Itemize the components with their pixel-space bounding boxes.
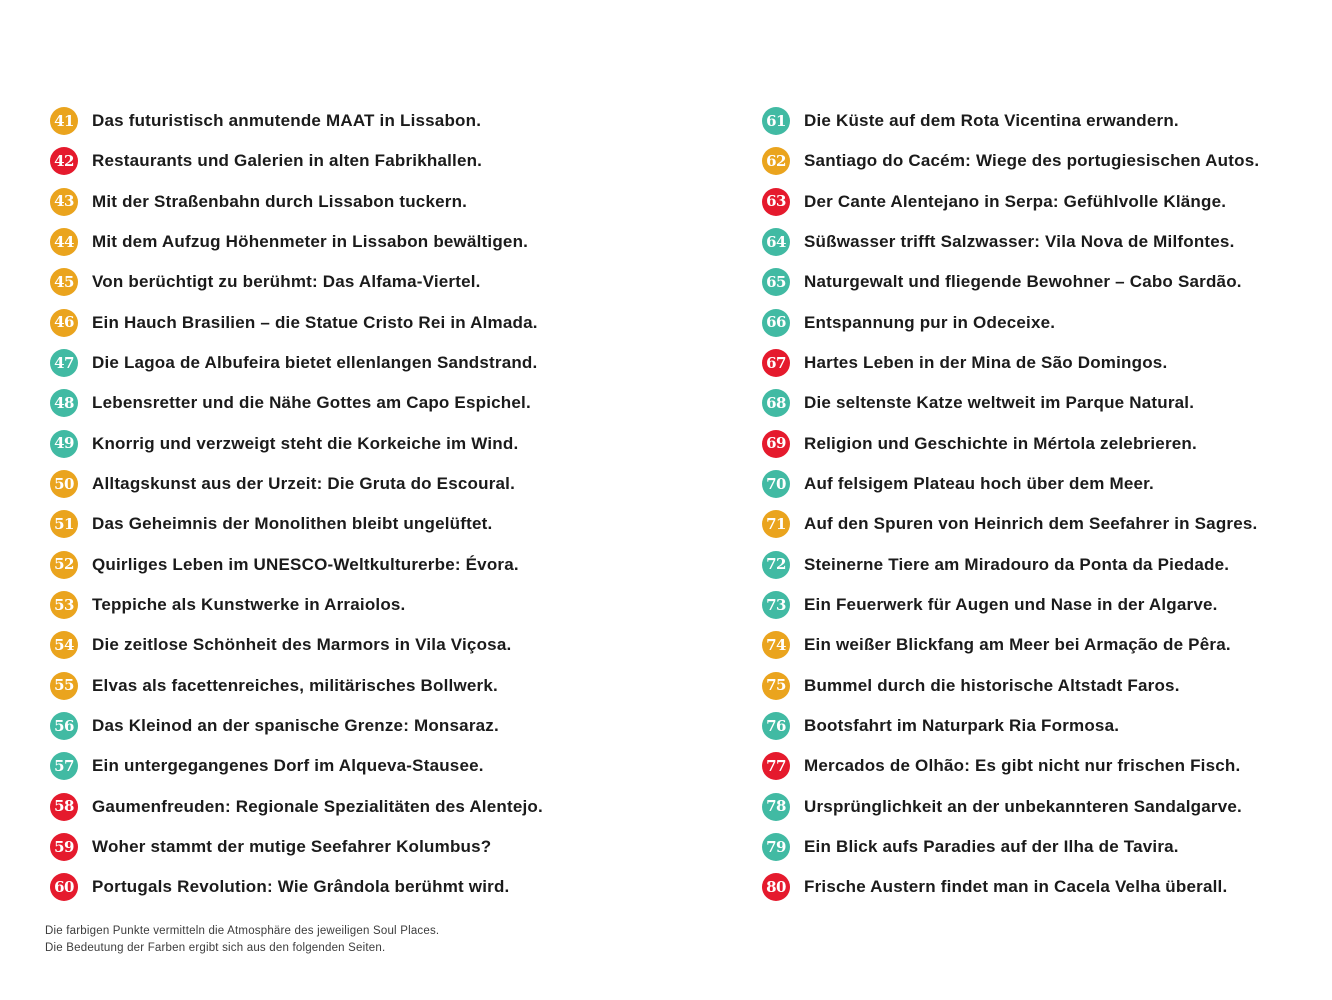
item-number-badge: 46 bbox=[50, 309, 78, 337]
item-label: Süßwasser trifft Salzwasser: Vila Nova de Milfontes. bbox=[804, 232, 1235, 252]
list-item bbox=[762, 262, 1322, 302]
item-label: Auf den Spuren von Heinrich dem Seefahrer in Sagres. bbox=[804, 514, 1258, 534]
item-number-badge: 66 bbox=[762, 309, 790, 337]
item-number-badge: 54 bbox=[50, 631, 78, 659]
list-item bbox=[762, 706, 1322, 746]
list-item bbox=[50, 706, 710, 746]
list-item bbox=[762, 182, 1322, 222]
item-label: Elvas als facettenreiches, militärisches Bollwerk. bbox=[92, 675, 498, 695]
list-item bbox=[762, 424, 1322, 464]
list-item bbox=[50, 787, 710, 827]
item-number-badge: 63 bbox=[762, 188, 790, 216]
item-number-badge: 64 bbox=[762, 228, 790, 256]
item-number-badge: 80 bbox=[762, 873, 790, 901]
item-number-badge: 55 bbox=[50, 672, 78, 700]
list-item bbox=[50, 464, 710, 504]
item-number-badge: 52 bbox=[50, 551, 78, 579]
item-number-badge: 70 bbox=[762, 470, 790, 498]
list-item bbox=[762, 504, 1322, 544]
footnote bbox=[45, 923, 439, 957]
list-item bbox=[50, 504, 710, 544]
list-item bbox=[50, 262, 710, 302]
item-label: Ursprünglichkeit an der unbekannteren Sandalgarve. bbox=[804, 796, 1242, 816]
list-item bbox=[762, 787, 1322, 827]
list-item bbox=[50, 424, 710, 464]
item-label: Mit der Straßenbahn durch Lissabon tuckern. bbox=[92, 191, 468, 211]
item-number-badge: 62 bbox=[762, 147, 790, 175]
item-label: Steinerne Tiere am Miradouro da Ponta da Piedade. bbox=[804, 554, 1230, 574]
list-item bbox=[762, 101, 1322, 141]
list-item bbox=[50, 222, 710, 262]
list-item bbox=[50, 101, 710, 141]
item-label: Santiago do Cacém: Wiege des portugiesischen Autos. bbox=[804, 151, 1260, 171]
item-number-badge: 53 bbox=[50, 591, 78, 619]
item-label: Gaumenfreuden: Regionale Spezialitäten des Alentejo. bbox=[92, 796, 543, 816]
list-item bbox=[50, 545, 710, 585]
item-number-badge: 76 bbox=[762, 712, 790, 740]
item-label: Ein Hauch Brasilien – die Statue Cristo Rei in Almada. bbox=[92, 312, 538, 332]
list-item bbox=[50, 625, 710, 665]
item-number-badge: 75 bbox=[762, 672, 790, 700]
item-label: Die zeitlose Schönheit des Marmors in Vila Viçosa. bbox=[92, 635, 512, 655]
list-item bbox=[762, 867, 1322, 907]
item-number-badge: 78 bbox=[762, 793, 790, 821]
item-number-badge: 72 bbox=[762, 551, 790, 579]
item-label: Woher stammt der mutige Seefahrer Kolumbus? bbox=[92, 837, 492, 857]
list-item bbox=[762, 303, 1322, 343]
item-label: Ein weißer Blickfang am Meer bei Armação de Pêra. bbox=[804, 635, 1231, 655]
item-label: Bummel durch die historische Altstadt Faros. bbox=[804, 675, 1180, 695]
item-number-badge: 77 bbox=[762, 752, 790, 780]
list-item bbox=[50, 746, 710, 786]
item-number-badge: 56 bbox=[50, 712, 78, 740]
item-number-badge: 61 bbox=[762, 107, 790, 135]
item-label: Lebensretter und die Nähe Gottes am Capo Espichel. bbox=[92, 393, 531, 413]
item-number-badge: 59 bbox=[50, 833, 78, 861]
list-item bbox=[762, 666, 1322, 706]
item-number-badge: 57 bbox=[50, 752, 78, 780]
item-number-badge: 51 bbox=[50, 510, 78, 538]
list-item bbox=[762, 222, 1322, 262]
item-label: Hartes Leben in der Mina de São Domingos. bbox=[804, 353, 1168, 373]
item-number-badge: 42 bbox=[50, 147, 78, 175]
item-label: Ein Feuerwerk für Augen und Nase in der Algarve. bbox=[804, 595, 1218, 615]
item-number-badge: 67 bbox=[762, 349, 790, 377]
soul-places-list-right bbox=[762, 101, 1322, 908]
item-label: Das Geheimnis der Monolithen bleibt ungelüftet. bbox=[92, 514, 493, 534]
item-number-badge: 41 bbox=[50, 107, 78, 135]
item-label: Restaurants und Galerien in alten Fabrikhallen. bbox=[92, 151, 483, 171]
item-number-badge: 43 bbox=[50, 188, 78, 216]
item-number-badge: 71 bbox=[762, 510, 790, 538]
list-item bbox=[50, 141, 710, 181]
item-number-badge: 50 bbox=[50, 470, 78, 498]
item-number-badge: 74 bbox=[762, 631, 790, 659]
item-number-badge: 65 bbox=[762, 268, 790, 296]
item-number-badge: 58 bbox=[50, 793, 78, 821]
item-label: Frische Austern findet man in Cacela Velha überall. bbox=[804, 877, 1228, 897]
item-label: Quirliges Leben im UNESCO-Weltkulturerbe: Évora. bbox=[92, 554, 519, 574]
list-item bbox=[50, 182, 710, 222]
footnote-line-1: Die farbigen Punkte vermitteln die Atmosphäre des jeweiligen Soul Places. bbox=[45, 925, 440, 937]
list-item bbox=[50, 867, 710, 907]
item-label: Das Kleinod an der spanische Grenze: Monsaraz. bbox=[92, 716, 499, 736]
item-number-badge: 44 bbox=[50, 228, 78, 256]
item-number-badge: 45 bbox=[50, 268, 78, 296]
item-number-badge: 79 bbox=[762, 833, 790, 861]
item-label: Religion und Geschichte in Mértola zelebrieren. bbox=[804, 433, 1197, 453]
list-item bbox=[50, 383, 710, 423]
list-item bbox=[762, 383, 1322, 423]
item-label: Knorrig und verzweigt steht die Korkeiche im Wind. bbox=[92, 433, 519, 453]
item-number-badge: 48 bbox=[50, 389, 78, 417]
list-item bbox=[762, 141, 1322, 181]
item-label: Naturgewalt und fliegende Bewohner – Cabo Sardão. bbox=[804, 272, 1242, 292]
item-label: Die seltenste Katze weltweit im Parque Natural. bbox=[804, 393, 1195, 413]
item-label: Mit dem Aufzug Höhenmeter in Lissabon bewältigen. bbox=[92, 232, 529, 252]
item-number-badge: 69 bbox=[762, 430, 790, 458]
list-item bbox=[762, 585, 1322, 625]
item-label: Entspannung pur in Odeceixe. bbox=[804, 312, 1056, 332]
list-item bbox=[50, 827, 710, 867]
item-label: Auf felsigem Plateau hoch über dem Meer. bbox=[804, 474, 1154, 494]
item-label: Ein Blick aufs Paradies auf der Ilha de Tavira. bbox=[804, 837, 1179, 857]
list-item bbox=[50, 585, 710, 625]
item-label: Teppiche als Kunstwerke in Arraiolos. bbox=[92, 595, 406, 615]
list-item bbox=[50, 666, 710, 706]
item-label: Ein untergegangenes Dorf im Alqueva-Stausee. bbox=[92, 756, 484, 776]
item-number-badge: 73 bbox=[762, 591, 790, 619]
item-number-badge: 68 bbox=[762, 389, 790, 417]
item-label: Alltagskunst aus der Urzeit: Die Gruta do Escoural. bbox=[92, 474, 516, 494]
item-label: Portugals Revolution: Wie Grândola berühmt wird. bbox=[92, 877, 510, 897]
list-item bbox=[762, 545, 1322, 585]
list-item bbox=[50, 343, 710, 383]
item-label: Die Lagoa de Albufeira bietet ellenlangen Sandstrand. bbox=[92, 353, 538, 373]
list-item bbox=[762, 827, 1322, 867]
item-label: Mercados de Olhão: Es gibt nicht nur frischen Fisch. bbox=[804, 756, 1241, 776]
list-item bbox=[762, 464, 1322, 504]
list-item bbox=[762, 746, 1322, 786]
item-label: Der Cante Alentejano in Serpa: Gefühlvolle Klänge. bbox=[804, 191, 1227, 211]
soul-places-list-left bbox=[50, 101, 710, 908]
item-number-badge: 60 bbox=[50, 873, 78, 901]
item-label: Die Küste auf dem Rota Vicentina erwandern. bbox=[804, 111, 1179, 131]
item-number-badge: 47 bbox=[50, 349, 78, 377]
list-item bbox=[50, 303, 710, 343]
list-item bbox=[762, 343, 1322, 383]
list-item bbox=[762, 625, 1322, 665]
item-label: Bootsfahrt im Naturpark Ria Formosa. bbox=[804, 716, 1120, 736]
item-number-badge: 49 bbox=[50, 430, 78, 458]
footnote-line-2: Die Bedeutung der Farben ergibt sich aus den folgenden Seiten. bbox=[45, 942, 386, 954]
item-label: Das futuristisch anmutende MAAT in Lissabon. bbox=[92, 111, 482, 131]
item-label: Von berüchtigt zu berühmt: Das Alfama-Viertel. bbox=[92, 272, 481, 292]
